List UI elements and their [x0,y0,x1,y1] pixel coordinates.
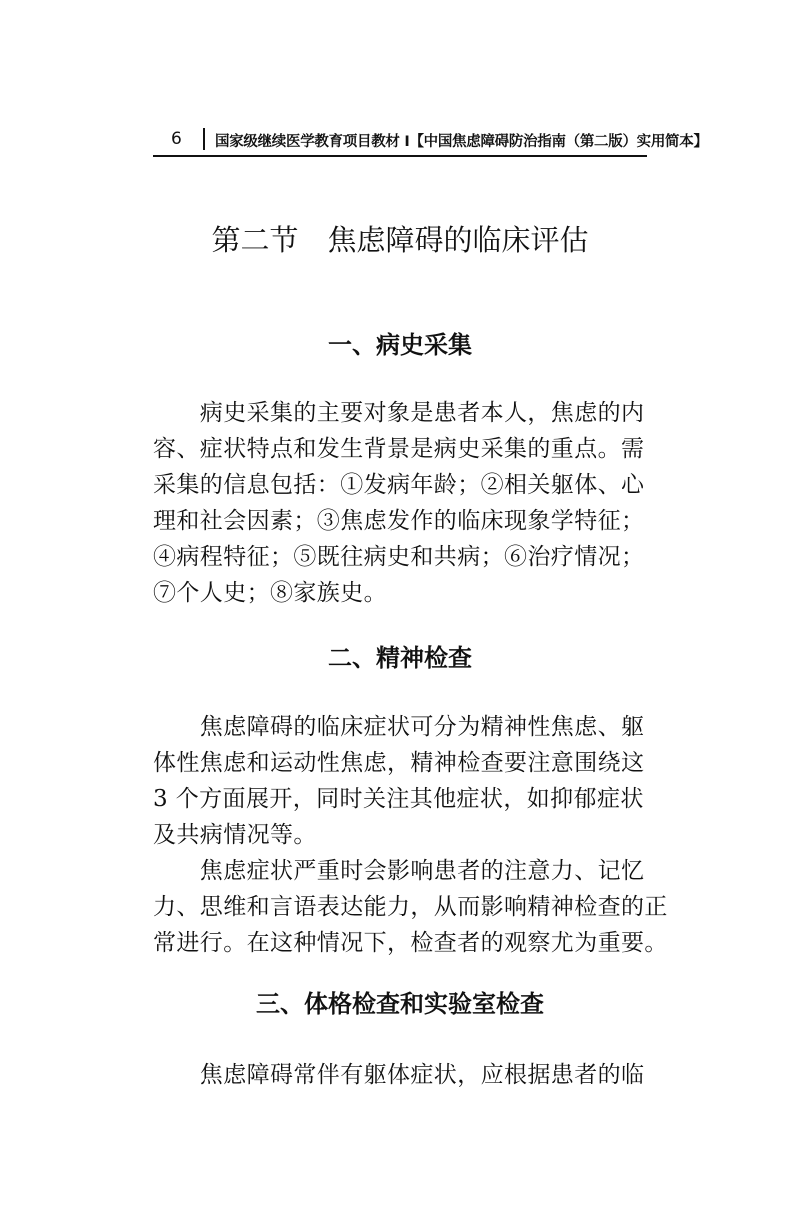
paragraph-line: 常进行。在这种情况下，检查者的观察尤为重要。 [153,930,668,956]
running-title: 国家级继续医学教育项目教材 I【中国焦虑障碍防治指南（第二版）实用简本】 [215,134,708,150]
paragraph-line: 理和社会因素；③焦虑发作的临床现象学特征； [153,508,645,534]
paragraph-line: 及共病情况等。 [153,822,317,848]
header-rule [153,155,647,157]
section-title: 第二节 焦虑障碍的临床评估 [211,223,589,257]
running-header [153,127,708,153]
paragraph-line: 病史采集的主要对象是患者本人，焦虑的内 [153,400,645,426]
section-heading: 三、体格检查和实验室检查 [256,990,544,1018]
paragraph-line: 焦虑症状严重时会影响患者的注意力、记忆 [153,858,645,884]
paragraph-line: ⑦个人史；⑧家族史。 [153,580,387,606]
paragraph-line: ④病程特征；⑤既往病史和共病；⑥治疗情况； [153,544,645,570]
header-divider [203,128,205,150]
paragraph-line: 采集的信息包括：①发病年龄；②相关躯体、心 [153,472,645,498]
paragraph-line: 焦虑障碍常伴有躯体症状，应根据患者的临 [153,1062,645,1088]
paragraph-line: 容、症状特点和发生背景是病史采集的重点。需 [153,436,645,462]
paragraph-line: 体性焦虑和运动性焦虑，精神检查要注意围绕这 [153,750,645,776]
page-number: 6 [171,129,182,149]
section-heading: 二、精神检查 [328,644,472,672]
paragraph-line: 力、思维和言语表达能力，从而影响精神检查的正 [153,894,668,920]
paragraph-line: 焦虑障碍的临床症状可分为精神性焦虑、躯 [153,714,645,740]
section-heading: 一、病史采集 [328,331,472,359]
paragraph-line: 3 个方面展开，同时关注其他症状，如抑郁症状 [153,786,644,812]
